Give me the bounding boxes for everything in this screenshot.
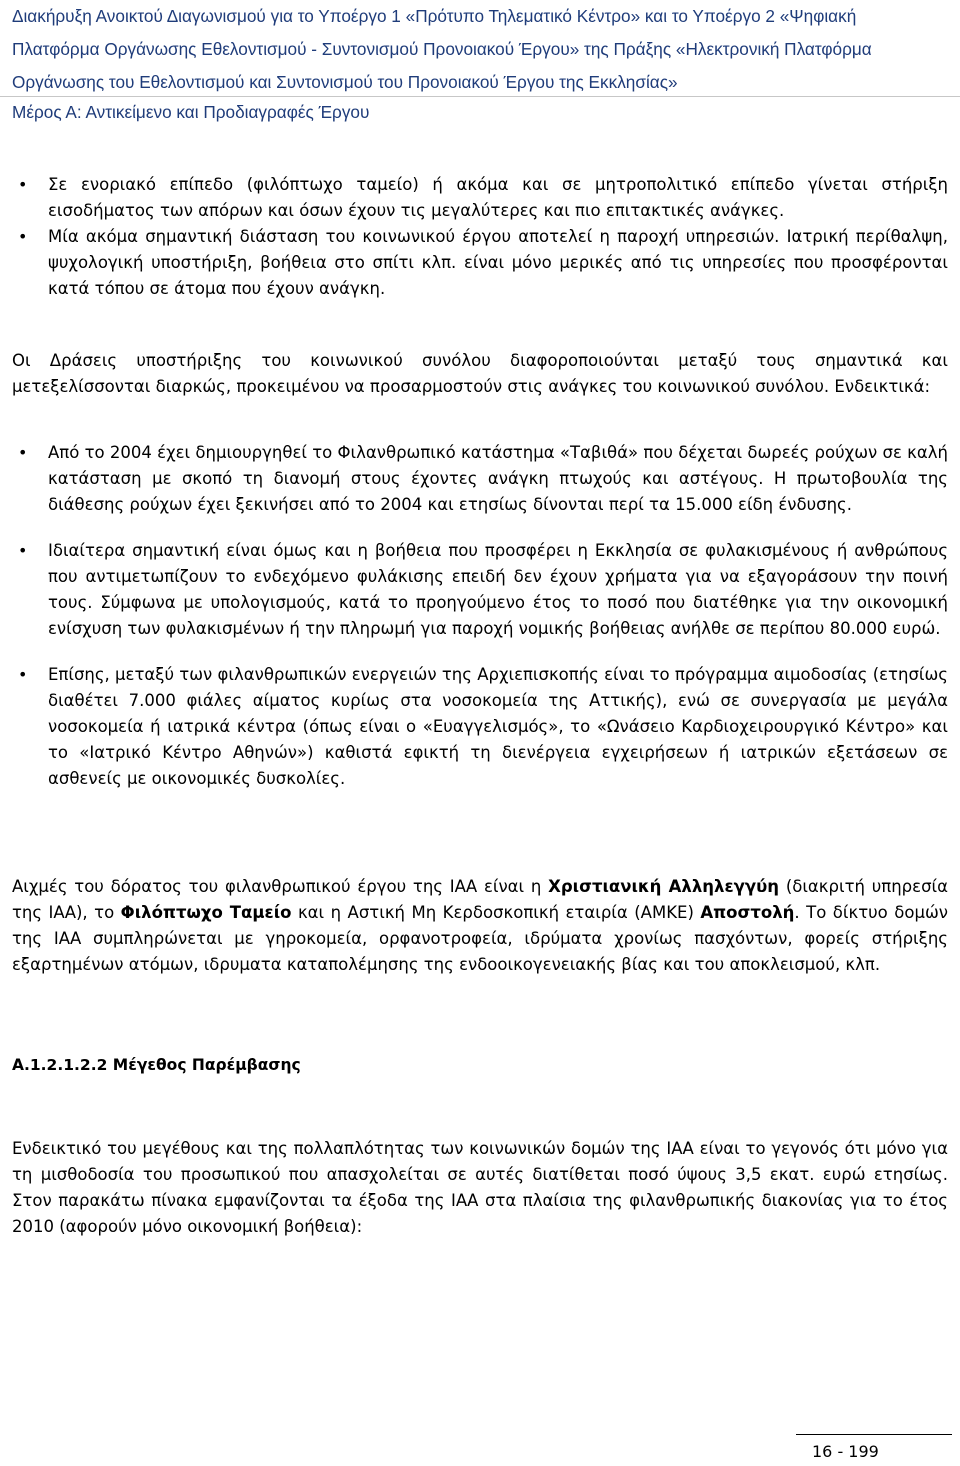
header-line-3: Οργάνωσης του Εθελοντισμού και Συντονισμού του Προνοιακού Έργου της Εκκλησίας» [12, 72, 678, 92]
paragraph-actions: Οι Δράσεις υποστήριξης του κοινωνικού συνόλου διαφοροποιούνται μεταξύ τους σημαντικά και μετεξελίσσονται διαρκώς, προκειμένου να προσαρμοστούν στις ανάγκες του κοινωνικού συνόλου. Ενδεικτικά: [12, 351, 948, 396]
header-line-2: Πλατφόρμα Οργάνωσης Εθελοντισμού - Συντονισμού Προνοιακού Έργου» της Πράξης «Ηλεκτρονική Πλατφόρμα [12, 39, 872, 59]
list-item-text: Επίσης, μεταξύ των φιλανθρωπικών ενεργειών της Αρχιεπισκοπής είναι το πρόγραμμα αιμοδοσίας (ετησίως διαθέτει 7.000 φιάλες αίματος κυρίως στα νοσοκομεία της Αττικής), ενώ σε συνεργασία με μεγάλα νοσοκομεία ή ιατρικά κέντρα (όπως είναι ο «Ευαγγελισμός», το «Ωνάσειο Καρδιοχειρουργικό Κέντρο» και το «Ιατρικό Κέντρο Αθηνών») καθιστά εφικτή τη διενέργεια εγχειρήσεων ή ιατρικών εξετάσεων σε ασθενείς με οικονομικές δυσκολίες. [48, 665, 948, 788]
bullet-list-2 [12, 440, 948, 792]
paragraph-text: (διακριτή υπηρεσία της ΙΑΑ), το [12, 877, 948, 922]
list-item [12, 538, 948, 642]
bullet-icon: • [18, 665, 28, 684]
paragraph-text: και η Αστική Μη Κερδοσκοπική εταιρία (ΑΜΚΕ) [291, 903, 701, 922]
list-item-text: Μία ακόμα σημαντική διάσταση του κοινωνικού έργου αποτελεί η παροχή υπηρεσιών. Ιατρική περίθαλψη, ψυχολογική υποστήριξη, βοήθεια στο σπίτι κλπ. είναι μόνο μερικές από τις υπηρεσίες που προσφέρονται κατά τόπου σε άτομα που έχουν ανάγκη. [48, 227, 948, 298]
document-header [12, 0, 952, 99]
section-heading [12, 1054, 301, 1076]
section-title: Μέγεθος Παρέμβασης [112, 1056, 301, 1074]
bold-philoptocho-fund: Φιλόπτωχο Ταμείο [120, 903, 292, 922]
bullet-icon: • [18, 227, 28, 246]
footer-divider [796, 1434, 952, 1435]
bullet-icon: • [18, 541, 28, 560]
paragraph-network [12, 874, 948, 978]
list-item-text: Σε ενοριακό επίπεδο (φιλόπτωχο ταμείο) ή ακόμα και σε μητροπολιτικό επίπεδο γίνεται στήριξη εισοδήματος των απόρων και όσων έχουν τις μεγαλύτερες και πιο επιτακτικές ανάγκες. [48, 175, 948, 220]
bullet-list-1 [12, 172, 948, 302]
bold-apostoli: Αποστολή [700, 903, 795, 922]
paragraph-size: Ενδεικτικό του μεγέθους και της πολλαπλότητας των κοινωνικών δομών της ΙΑΑ είναι το γεγονός ότι μόνο για τη μισθοδοσία του προσωπικού που απασχολείται σε αυτές διατίθεται ποσό ύψους 3,5 εκατ. ευρώ ετησίως. Στον παρακάτω πίνακα εμφανίζονται τα έξοδα της ΙΑΑ στα πλαίσια της φιλανθρωπικής διακονίας για το έτος 2010 (αφορούν μόνο οικονομική βοήθεια): [12, 1139, 948, 1236]
list-item-text: Ιδιαίτερα σημαντική είναι όμως και η βοήθεια που προσφέρει η Εκκλησία σε φυλακισμένους ή ανθρώπους που αντιμετωπίζουν το ενδεχόμενο φυλάκισης επειδή δεν έχουν χρήματα για να εξαγοράσουν την ποινή τους. Σύμφωνα με υπολογισμούς, κατά το προηγούμενο έτος το ποσό που διατέθηκε για την οικονομική ενίσχυση των φυλακισμένων ή την πληρωμή για παροχή νομικής βοήθειας ανήλθε σε περίπου 80.000 ευρώ. [48, 541, 948, 638]
paragraph-text: Αιχμές του δόρατος του φιλανθρωπικού έργου της ΙΑΑ είναι η [12, 877, 549, 896]
bullet-icon: • [18, 443, 28, 462]
list-item [12, 224, 948, 302]
document-subtitle: Μέρος Α: Αντικείμενο και Προδιαγραφές Έργου [12, 102, 370, 122]
bold-christian-solidarity: Χριστιανική Αλληλεγγύη [548, 877, 780, 896]
bullet-icon: • [18, 175, 28, 194]
list-item [12, 172, 948, 224]
page-number: 16 - 199 [812, 1442, 879, 1461]
list-item-text: Από το 2004 έχει δημιουργηθεί το Φιλανθρωπικό κατάστημα «Ταβιθά» που δέχεται δωρεές ρούχων σε καλή κατάσταση με σκοπό τη διανομή στους έχοντες ανάγκη πτωχούς και αστέγους. Η πρωτοβουλία της διάθεσης ρούχων έχει ξεκινήσει από το 2004 και ετησίως δίνονται περί τα 15.000 είδη ένδυσης. [48, 443, 948, 514]
list-item [12, 440, 948, 518]
paragraph-text: . Το δίκτυο δομών της ΙΑΑ συμπληρώνεται με γηροκομεία, ορφανοτροφεία, ιδρύματα χρονίως πασχόντων, φορείς στήριξης εξαρτημένων ατόμων, ιδρυματα καταπολέμησης της ενδοοικογενειακής βίας και του αποκλεισμού, κλπ. [12, 903, 948, 974]
section-number: Α.1.2.1.2.2 [12, 1056, 108, 1074]
list-item [12, 662, 948, 792]
header-line-1: Διακήρυξη Ανοικτού Διαγωνισμού για το Υποέργο 1 «Πρότυπο Τηλεματικό Κέντρο» και το Υποέργο 2 «Ψηφιακή [12, 6, 857, 26]
